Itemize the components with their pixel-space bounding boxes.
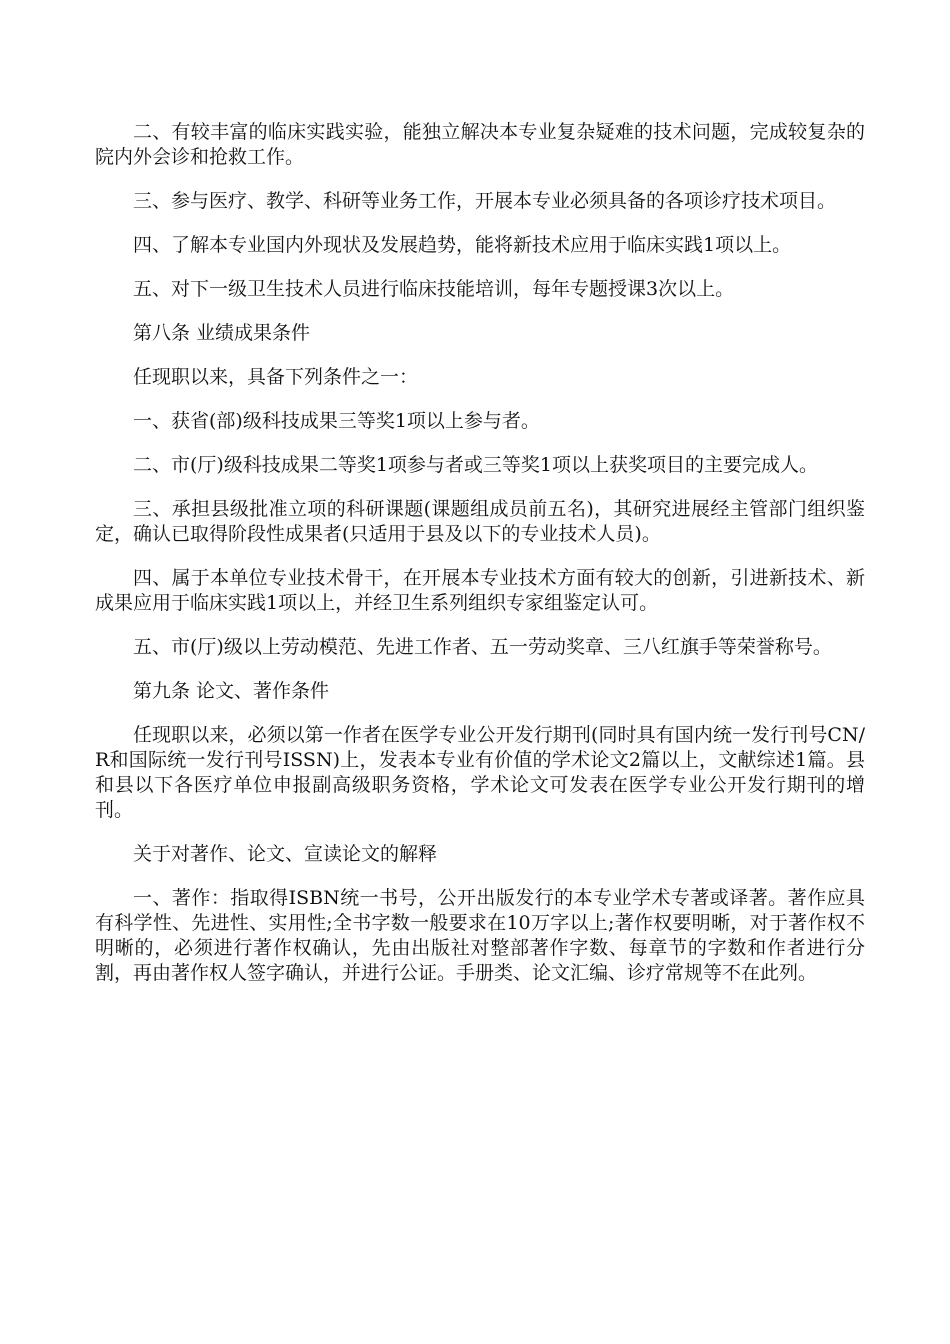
paragraph: 二、有较丰富的临床实践实验，能独立解决本专业复杂疑难的技术问题，完成较复杂的院内外会诊和抢救工作。	[95, 121, 865, 168]
section-heading-explanation: 关于对著作、论文、宣读论文的解释	[133, 843, 438, 865]
paragraph: 四、属于本单位专业技术骨干，在开展本专业技术方面有较大的创新，引进新技术、新成果应用于临床实践1项以上，并经卫生系列组织专家组鉴定认可。	[95, 567, 865, 614]
paragraph: 三、参与医疗、教学、科研等业务工作，开展本专业必须具备的各项诊疗技术项目。	[133, 190, 837, 212]
paragraph: 三、承担县级批准立项的科研课题(课题组成员前五名)，其研究进展经主管部门组织鉴定，确认已取得阶段性成果者(只适用于县及以下的专业技术人员)。	[95, 498, 865, 545]
paragraph: 四、了解本专业国内外现状及发展趋势，能将新技术应用于临床实践1项以上。	[133, 234, 792, 256]
paragraph: 五、对下一级卫生技术人员进行临床技能培训，每年专题授课3次以上。	[133, 278, 735, 300]
paragraph: 任现职以来，具备下列条件之一：	[133, 366, 419, 388]
paragraph: 任现职以来，必须以第一作者在医学专业公开发行期刊(同时具有国内统一发行刊号CN/R和国际统一发行刊号ISSN)上，发表本专业有价值的学术论文2篇以上，文献综述1篇。县和县以下各医疗单位申报副高级职务资格，学术论文可发表在医学专业公开发行期刊的增刊。	[95, 724, 865, 821]
paragraph: 五、市(厅)级以上劳动模范、先进工作者、五一劳动奖章、三八红旗手等荣誉称号。	[133, 636, 832, 658]
paragraph: 一、著作：指取得ISBN统一书号，公开出版发行的本专业学术专著或译著。著作应具有科学性、先进性、实用性;全书字数一般要求在10万字以上;著作权要明晰，对于著作权不明晰的，必须进行著作权确认，先由出版社对整部著作字数、每章节的字数和作者进行分割，再由著作权人签字确认，并进行公证。手册类、论文汇编、诊疗常规等不在此列。	[95, 887, 865, 984]
document-body	[95, 120, 865, 1005]
section-heading-article-8: 第八条 业绩成果条件	[133, 322, 311, 344]
paragraph: 二、市(厅)级科技成果二等奖1项参与者或三等奖1项以上获奖项目的主要完成人。	[133, 454, 819, 476]
section-heading-article-9: 第九条 论文、著作条件	[133, 680, 330, 702]
paragraph: 一、获省(部)级科技成果三等奖1项以上参与者。	[133, 410, 540, 432]
